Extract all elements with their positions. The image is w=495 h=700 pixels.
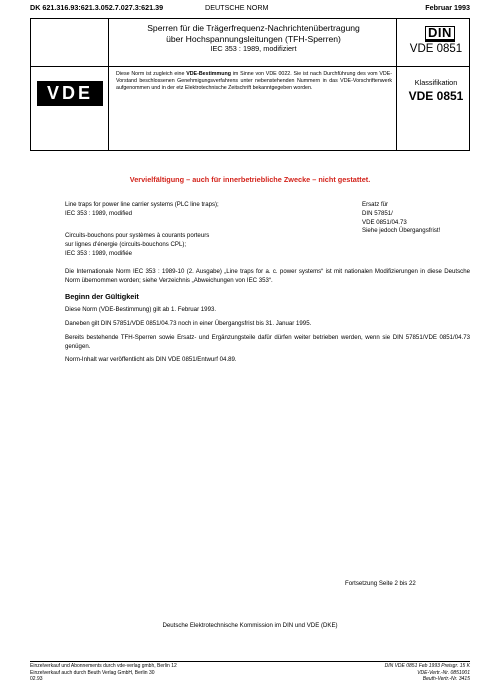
divider bbox=[108, 19, 109, 150]
intro-paragraph: Die Internationale Norm IEC 353 : 1989-10 (2. Ausgabe) „Line traps for a. c. power systems“ ist mit nationalen Modifizierungen in diese Deutsche Norm übernommen worden; siehe Verzeichnis „Abweichungen von IEC 353“. bbox=[65, 268, 470, 284]
title-block bbox=[30, 18, 470, 151]
section-heading: Beginn der Gültigkeit bbox=[65, 292, 139, 301]
vde-number: VDE 0851 bbox=[409, 43, 463, 55]
dk-classification: DK 621.316.93:621.3.052.7.027.3:621.39 bbox=[30, 3, 164, 12]
notice-bold: VDE-Bestimmung bbox=[186, 71, 231, 77]
paragraph: Diese Norm (VDE-Bestimmung) gilt ab 1. Februar 1993. bbox=[65, 306, 217, 313]
footer-ordering: DIN VDE 0851 Feb 1993 Preisgr. 15 K VDE-Vertr.-Nr. 0851001 Beuth-Vertr.-Nr. 3415 bbox=[384, 663, 470, 683]
document-title bbox=[111, 23, 396, 55]
din-logo: DIN bbox=[421, 25, 459, 42]
replacement-note: Ersatz für DIN 57851/ VDE 0851/04.73 Siehe jedoch Übergangsfrist! bbox=[362, 201, 441, 235]
title-line: über Hochspannungsleitungen (TFH-Sperren) bbox=[166, 33, 341, 44]
norm-label: DEUTSCHE NORM bbox=[205, 3, 269, 12]
english-title: Line traps for power line carrier systems (PLC line traps); IEC 353 : 1989, modified bbox=[65, 201, 219, 217]
paragraph: Daneben gilt DIN 57851/VDE 0851/04.73 noch in einer Übergangsfrist bis 31. Januar 1995. bbox=[65, 320, 312, 327]
footer-divider bbox=[30, 661, 470, 662]
footer-publisher: Einzelverkauf und Abonnements durch vde-verlag gmbh, Berlin 12 Einzelverkauf auch durch Beuth Verlag GmbH, Berlin 30 02.93 bbox=[30, 663, 177, 683]
issue-date: Februar 1993 bbox=[425, 3, 470, 12]
iec-reference: IEC 353 : 1989, modifiziert bbox=[210, 44, 297, 53]
divider bbox=[31, 66, 469, 67]
klassifikation-label: Klassifikation bbox=[414, 78, 458, 87]
klassifikation-value: VDE 0851 bbox=[408, 89, 464, 103]
paragraph: Bereits bestehende TFH-Sperren sowie Ersatz- und Ergänzungsteile dafür dürfen weiter betrieben werden, wenn sie DIN 57851/VDE 0851/04.73 genügen. bbox=[65, 334, 470, 350]
continuation-note: Fortsetzung Seite 2 bis 22 bbox=[345, 580, 416, 587]
copy-warning: Vervielfältigung – auch für innerbetriebliche Zwecke – nicht gestattet. bbox=[129, 175, 371, 184]
title-line: Sperren für die Trägerfrequenz-Nachrichtenübertragung bbox=[147, 23, 360, 33]
divider bbox=[396, 19, 397, 150]
paragraph: Norm-Inhalt war veröffentlicht als DIN VDE 0851/Entwurf 04.89. bbox=[65, 356, 237, 363]
commission-line: Deutsche Elektrotechnische Kommission im DIN und VDE (DKE) bbox=[162, 622, 338, 629]
french-title: Circuits-bouchons pour systèmes à courants porteurs sur lignes d'énergie (circuits-bouchons CPL); IEC 353 : 1989, modifiée bbox=[65, 232, 210, 257]
vde-logo: VDE bbox=[37, 81, 103, 106]
vde-notice: Diese Norm ist zugleich eine VDE-Bestimmung im Sinne von VDE 0022. Sie ist nach Durchführung des vom VDE-Vorstand beschlossenen Genehmigungsverfahrens unter nebenstehenden Nummern in das VDE-Vorschriftenwerk aufgenommen und in der etz Elektrotechnische Zeitschrift bekanntgegeben worden. bbox=[116, 71, 393, 92]
